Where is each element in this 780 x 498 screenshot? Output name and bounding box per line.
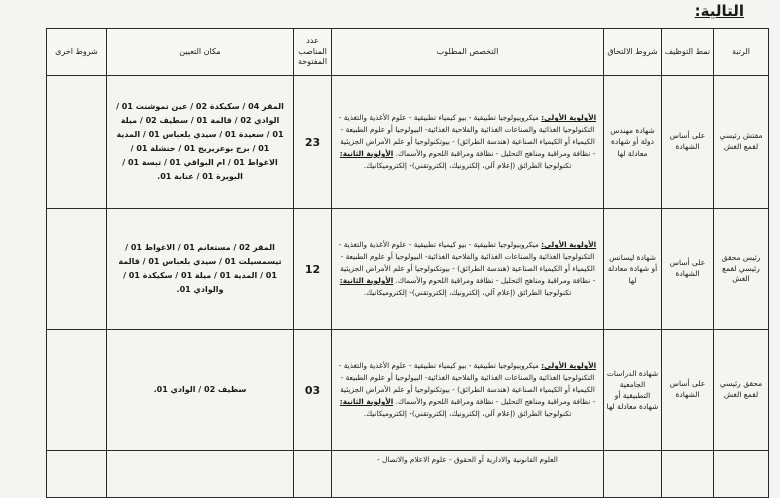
cell-specialty (332, 209, 604, 330)
cell-specialty (332, 76, 604, 209)
cell-other (47, 76, 107, 209)
recruitment-table (46, 28, 769, 498)
priority-one-label: الأولوية الأولى: (541, 240, 597, 250)
cell-rank (714, 451, 769, 498)
cell-rank: محقق رئيسي لقمع الغش (714, 330, 769, 451)
priority-two-text: تكنولوجيا الطرائق (إعلام آلي، إلكترونيك، إلكتروتقني)- إلكتروميكانيك. (363, 160, 572, 170)
cell-other (47, 451, 107, 498)
cell-conditions (604, 451, 662, 498)
cell-place: المقر 02 / مستغانم 01 / الاغواط 01 / تيسمسيلت 01 / سيدي بلعباس 01 / قالمة 01 / المدية 01 / ميلة 01 / سكيكدة 01 / والوادي 01. (107, 209, 294, 330)
cell-place: المقر 04 / سكيكدة 02 / عين تموشنت 01 / الوادي 02 / قالمة 01 / سطيف 02 / ميلة 01 / سعيدة 01 / سيدي بلعباس 01 / المدية 01 / برج بوعريريج 01 / خنشلة 01 / الاغواط 01 / ام البواقي 01 / تبسة 01 / البويرة 01 / عنابة 01. (107, 76, 294, 209)
cell-mode: على أساس الشهادة (662, 209, 714, 330)
table-row (47, 451, 769, 498)
header-other: شروط اخرى (47, 29, 107, 76)
header-rank: الرتبة (714, 29, 769, 76)
cell-conditions: شهادة ليسانس أو شهادة معادلة لها (604, 209, 662, 330)
priority-two-text: تكنولوجيا الطرائق (إعلام آلي، إلكترونيك، إلكتروتقني)- إلكتروميكانيك. (363, 408, 572, 418)
cell-count: 23 (294, 76, 332, 209)
priority-one-label: الأولوية الأولى: (541, 361, 597, 371)
cell-mode (662, 451, 714, 498)
priority-two-text: تكنولوجيا الطرائق (إعلام آلي، إلكترونيك، إلكتروتقني)- إلكتروميكانيك. (363, 287, 572, 297)
cell-mode: على أساس الشهادة (662, 76, 714, 209)
priority-one-text: ميكروبيولوجيا تطبيقية - بيو كيمياء تطبيقية - علوم الأغذية والتغذية - التكنولوجيا الغذائية والصناعات الغذائية والفلاحية الغذائية- البيولوجيا أو علوم الطبيعة - الكيمياء أو الكيمياء الصناعية (هندسة الطرائق) - بيوتكنولوجيا أو علم الأمراض الجزيئية - نظافة ومراقبة ومناهج التحليل - نظافة ومراقبة اللحوم والأسماك. (338, 240, 596, 285)
priority-one-text: ميكروبيولوجيا تطبيقية - بيو كيمياء تطبيقية - علوم الأغذية والتغذية - التكنولوجيا الغذائية والصناعات الغذائية والفلاحية الغذائية- البيولوجيا أو علوم الطبيعة - الكيمياء أو الكيمياء الصناعية (هندسة الطرائق) - بيوتكنولوجيا أو علم الأمراض الجزيئية - نظافة ومراقبة ومناهج التحليل - نظافة ومراقبة اللحوم والأسماك. (338, 113, 596, 158)
cell-conditions: شهادة مهندس دولة أو شهادة معادلة لها (604, 76, 662, 209)
section-heading: التالية: (694, 2, 744, 20)
priority-two-label: الأولوية الثانية: (339, 148, 394, 158)
cell-specialty: العلوم القانونية والادارية أو الحقوق - علوم الاعلام والاتصال - (332, 451, 604, 498)
cell-count: 12 (294, 209, 332, 330)
cell-other (47, 209, 107, 330)
cell-place (107, 451, 294, 498)
cell-other (47, 330, 107, 451)
table-header-row (47, 29, 769, 76)
table-row (47, 209, 769, 330)
priority-two-label: الأولوية الثانية: (339, 275, 394, 285)
priority-two-label: الأولوية الثانية: (339, 396, 394, 406)
header-mode: نمط التوظيف (662, 29, 714, 76)
header-conditions: شروط الالتحاق (604, 29, 662, 76)
cell-mode: على أساس الشهادة (662, 330, 714, 451)
cell-count (294, 451, 332, 498)
priority-one-label: الأولوية الأولى: (541, 113, 597, 123)
header-place: مكان التعيين (107, 29, 294, 76)
priority-one-text: ميكروبيولوجيا تطبيقية - بيو كيمياء تطبيقية - علوم الأغذية والتغذية - التكنولوجيا الغذائية والصناعات الغذائية والفلاحية الغذائية- البيولوجيا أو علوم الطبيعة - الكيمياء أو الكيمياء الصناعية (هندسة الطرائق) - بيوتكنولوجيا أو علم الأمراض الجزيئية - نظافة ومراقبة ومناهج التحليل - نظافة ومراقبة اللحوم والأسماك. (338, 361, 596, 406)
cell-conditions: شهادة الدراسات الجامعية التطبيقية أو شهادة معادلة لها (604, 330, 662, 451)
cell-place: سطيف 02 / الوادي 01. (107, 330, 294, 451)
header-count: عدد المناصب المفتوحة (294, 29, 332, 76)
cell-specialty (332, 330, 604, 451)
table-row (47, 330, 769, 451)
header-specialty: التخصص المطلوب (332, 29, 604, 76)
table-row (47, 76, 769, 209)
cell-count: 03 (294, 330, 332, 451)
cell-rank: مفتش رئيسي لقمع الغش (714, 76, 769, 209)
cell-rank: رئيس محقق رئيسي لقمع الغش (714, 209, 769, 330)
